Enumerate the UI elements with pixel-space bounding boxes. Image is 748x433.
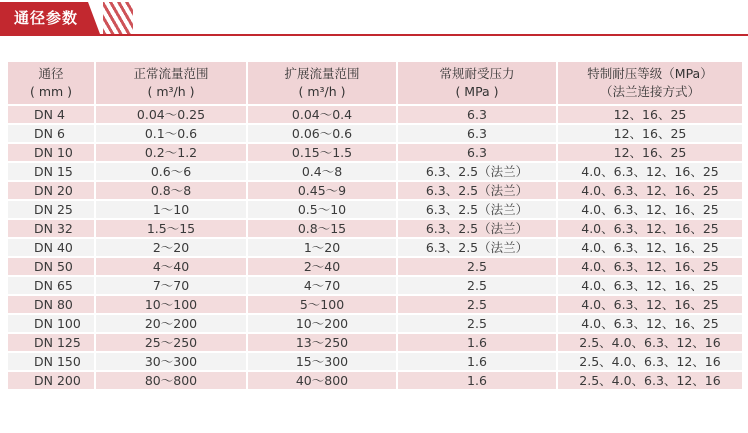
cell-diameter: DN 200: [8, 372, 94, 389]
table-row: [8, 106, 742, 123]
cell-special-pressure: 12、16、25: [556, 106, 742, 123]
cell-normal-pressure: 6.3: [396, 106, 556, 123]
cell-special-pressure: 4.0、6.3、12、16、25: [556, 258, 742, 275]
cell-diameter: DN 40: [8, 239, 94, 256]
cell-diameter: DN 15: [8, 163, 94, 180]
cell-normal-pressure: 6.3: [396, 144, 556, 161]
cell-extended-flow: 13～250: [246, 334, 396, 351]
cell-normal-flow: 4～40: [94, 258, 246, 275]
table-row: [8, 182, 742, 199]
cell-special-pressure: 4.0、6.3、12、16、25: [556, 182, 742, 199]
header-diameter: 通径 ( mm ): [8, 62, 94, 104]
table-row: [8, 201, 742, 218]
cell-special-pressure: 4.0、6.3、12、16、25: [556, 315, 742, 332]
cell-special-pressure: 4.0、6.3、12、16、25: [556, 163, 742, 180]
cell-normal-flow: 1.5～15: [94, 220, 246, 237]
cell-diameter: DN 50: [8, 258, 94, 275]
table-row: [8, 258, 742, 275]
table-row: [8, 144, 742, 161]
cell-diameter: DN 80: [8, 296, 94, 313]
header-extended-flow: 扩展流量范围 ( m³/h ): [246, 62, 396, 104]
cell-normal-pressure: 6.3、2.5（法兰）: [396, 220, 556, 237]
cell-normal-flow: 0.8～8: [94, 182, 246, 199]
cell-normal-pressure: 2.5: [396, 258, 556, 275]
cell-special-pressure: 2.5、4.0、6.3、12、16: [556, 372, 742, 389]
table-row: [8, 239, 742, 256]
cell-normal-flow: 80～800: [94, 372, 246, 389]
header-normal-pressure: 常规耐受压力 ( MPa ): [396, 62, 556, 104]
cell-extended-flow: 0.04～0.4: [246, 106, 396, 123]
table-row: [8, 277, 742, 294]
cell-normal-flow: 0.6～6: [94, 163, 246, 180]
cell-special-pressure: 12、16、25: [556, 125, 742, 142]
cell-diameter: DN 150: [8, 353, 94, 370]
cell-special-pressure: 4.0、6.3、12、16、25: [556, 201, 742, 218]
cell-extended-flow: 0.45～9: [246, 182, 396, 199]
cell-diameter: DN 6: [8, 125, 94, 142]
cell-normal-pressure: 2.5: [396, 277, 556, 294]
cell-extended-flow: 0.06～0.6: [246, 125, 396, 142]
cell-diameter: DN 20: [8, 182, 94, 199]
cell-normal-flow: 30～300: [94, 353, 246, 370]
section-title-bar: [0, 0, 748, 36]
cell-diameter: DN 4: [8, 106, 94, 123]
cell-normal-pressure: 6.3: [396, 125, 556, 142]
cell-extended-flow: 0.15～1.5: [246, 144, 396, 161]
table-row: [8, 353, 742, 370]
cell-diameter: DN 100: [8, 315, 94, 332]
spec-table: [8, 60, 742, 391]
cell-special-pressure: 4.0、6.3、12、16、25: [556, 239, 742, 256]
section-title: 通径参数: [14, 9, 79, 27]
cell-extended-flow: 0.5～10: [246, 201, 396, 218]
cell-diameter: DN 32: [8, 220, 94, 237]
cell-diameter: DN 125: [8, 334, 94, 351]
header-normal-flow: 正常流量范围 ( m³/h ): [94, 62, 246, 104]
cell-diameter: DN 10: [8, 144, 94, 161]
cell-normal-pressure: 2.5: [396, 296, 556, 313]
cell-normal-pressure: 1.6: [396, 353, 556, 370]
cell-normal-flow: 2～20: [94, 239, 246, 256]
cell-diameter: DN 65: [8, 277, 94, 294]
cell-normal-pressure: 1.6: [396, 372, 556, 389]
cell-normal-flow: 20～200: [94, 315, 246, 332]
table-body: [8, 106, 742, 389]
cell-extended-flow: 4～70: [246, 277, 396, 294]
table-row: [8, 220, 742, 237]
cell-special-pressure: 2.5、4.0、6.3、12、16: [556, 353, 742, 370]
table-row: [8, 372, 742, 389]
table-row: [8, 125, 742, 142]
table-row: [8, 334, 742, 351]
table-row: [8, 296, 742, 313]
cell-extended-flow: 40～800: [246, 372, 396, 389]
cell-normal-flow: 7～70: [94, 277, 246, 294]
cell-extended-flow: 0.4～8: [246, 163, 396, 180]
cell-diameter: DN 25: [8, 201, 94, 218]
cell-normal-flow: 10～100: [94, 296, 246, 313]
cell-normal-pressure: 6.3、2.5（法兰）: [396, 182, 556, 199]
cell-normal-pressure: 1.6: [396, 334, 556, 351]
cell-normal-pressure: 2.5: [396, 315, 556, 332]
cell-special-pressure: 4.0、6.3、12、16、25: [556, 277, 742, 294]
title-underline: [0, 34, 748, 36]
cell-normal-pressure: 6.3、2.5（法兰）: [396, 239, 556, 256]
cell-special-pressure: 12、16、25: [556, 144, 742, 161]
cell-extended-flow: 10～200: [246, 315, 396, 332]
cell-extended-flow: 1～20: [246, 239, 396, 256]
cell-normal-flow: 0.2～1.2: [94, 144, 246, 161]
header-special-pressure: 特制耐压等级（MPa） （法兰连接方式）: [556, 62, 742, 104]
table-header-row: [8, 62, 742, 104]
cell-extended-flow: 5～100: [246, 296, 396, 313]
cell-extended-flow: 2～40: [246, 258, 396, 275]
title-stripes-decoration: [103, 2, 133, 34]
cell-special-pressure: 2.5、4.0、6.3、12、16: [556, 334, 742, 351]
table-row: [8, 315, 742, 332]
cell-normal-flow: 1～10: [94, 201, 246, 218]
cell-special-pressure: 4.0、6.3、12、16、25: [556, 296, 742, 313]
cell-extended-flow: 15～300: [246, 353, 396, 370]
cell-normal-pressure: 6.3、2.5（法兰）: [396, 201, 556, 218]
cell-normal-flow: 0.1～0.6: [94, 125, 246, 142]
cell-extended-flow: 0.8～15: [246, 220, 396, 237]
cell-normal-flow: 0.04～0.25: [94, 106, 246, 123]
table-row: [8, 163, 742, 180]
cell-normal-pressure: 6.3、2.5（法兰）: [396, 163, 556, 180]
cell-normal-flow: 25～250: [94, 334, 246, 351]
cell-special-pressure: 4.0、6.3、12、16、25: [556, 220, 742, 237]
